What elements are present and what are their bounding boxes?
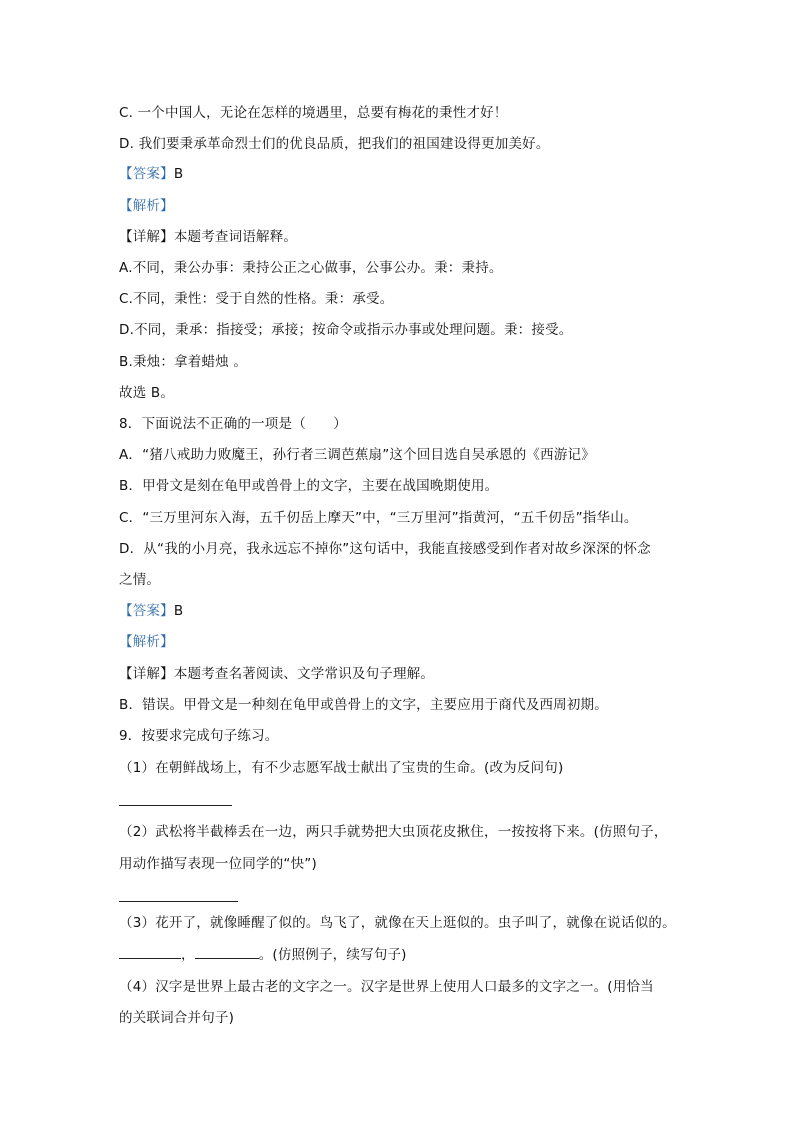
detail-tag: 【详解】	[119, 229, 174, 245]
q7-option-c: C. 一个中国人，无论在怎样的境遇里，总要有梅花的秉性才好！	[119, 105, 508, 121]
q7-explain-a: A.不同，秉公办事：秉持公正之心做事，公事公办。秉：秉持。	[119, 260, 503, 276]
q8-analysis-tag: 【解析】	[119, 634, 174, 650]
q9-part3-instruction: 。(仿照例子，续写句子)	[258, 947, 407, 963]
q8-answer	[119, 601, 183, 621]
q9-part3-line1: （3）花开了，就像睡醒了似的。鸟飞了，就像在天上逛似的。虫子叫了，就像在说话似的。	[119, 915, 676, 931]
q9-part4-line1: （4）汉字是世界上最古老的文字之一。汉字是世界上使用人口最多的文字之一。(用恰当	[119, 979, 654, 995]
q9-stem: 9．按要求完成句子练习。	[119, 728, 279, 744]
q8-option-d-line1: D．从“我的小月亮，我永远忘不掉你”这句话中，我能直接感受到作者对故乡深深的怀念	[119, 541, 651, 557]
q8-option-c: C．“三万里河东入海，五千仞岳上摩天”中，“三万里河”指黄河，“五千仞岳”指华山。	[119, 510, 638, 526]
q9-part3-blank-1[interactable]	[119, 944, 181, 959]
q7-explain-b: B.秉烛：拿着蜡烛 。	[119, 354, 248, 370]
q9-part2-answer-line[interactable]	[119, 901, 238, 902]
q7-conclusion: 故选 B。	[119, 385, 175, 401]
q9-part2-line2: 用动作描写表现一位同学的“快”)	[119, 856, 317, 872]
detail-text: 本题考查词语解释。	[173, 229, 298, 245]
q9-part2-line1: （2）武松将半截棒丢在一边，两只手就势把大虫顶花皮揪住，一按按将下来。(仿照句子，	[119, 824, 668, 840]
q9-part3-separator: ，	[181, 947, 195, 963]
q7-answer	[119, 164, 183, 184]
q9-part1: （1）在朝鲜战场上，有不少志愿军战士献出了宝贵的生命。(改为反问句)	[119, 760, 564, 776]
q8-detail	[119, 664, 434, 684]
q7-option-d: D. 我们要秉承革命烈士们的优良品质，把我们的祖国建设得更加美好。	[119, 136, 550, 152]
q9-part4-line2: 的关联词合并句子)	[119, 1010, 235, 1026]
answer-tag: 【答案】	[119, 603, 174, 619]
detail-text: 本题考查名著阅读、文学常识及句子理解。	[173, 666, 435, 682]
q7-detail	[119, 227, 297, 247]
detail-tag: 【详解】	[119, 666, 174, 682]
q9-part3-blank-2[interactable]	[195, 944, 259, 959]
q8-option-d-line2: 之情。	[119, 572, 161, 588]
q8-stem: 8．下面说法不正确的一项是（ ）	[119, 416, 347, 432]
q8-option-a: A．“猪八戒助力败魔王，孙行者三调芭蕉扇”这个回目选自吴承恩的《西游记》	[119, 447, 595, 463]
q7-analysis-tag: 【解析】	[119, 198, 174, 214]
q8-explain-b: B．错误。甲骨文是一种刻在龟甲或兽骨上的文字，主要应用于商代及西周初期。	[119, 697, 608, 713]
q9-part1-answer-line[interactable]	[119, 805, 232, 806]
q8-option-b: B．甲骨文是刻在龟甲或兽骨上的文字，主要在战国晚期使用。	[119, 478, 499, 494]
q9-part3-line2	[119, 944, 407, 965]
q7-explain-c: C.不同，秉性：受于自然的性格。秉：承受。	[119, 291, 394, 307]
answer-tag: 【答案】	[119, 166, 174, 182]
answer-value: B	[173, 603, 184, 619]
answer-value: B	[173, 166, 184, 182]
q7-explain-d: D.不同，秉承：指接受；承接；按命令或指示办事或处理问题。秉：接受。	[119, 322, 573, 338]
